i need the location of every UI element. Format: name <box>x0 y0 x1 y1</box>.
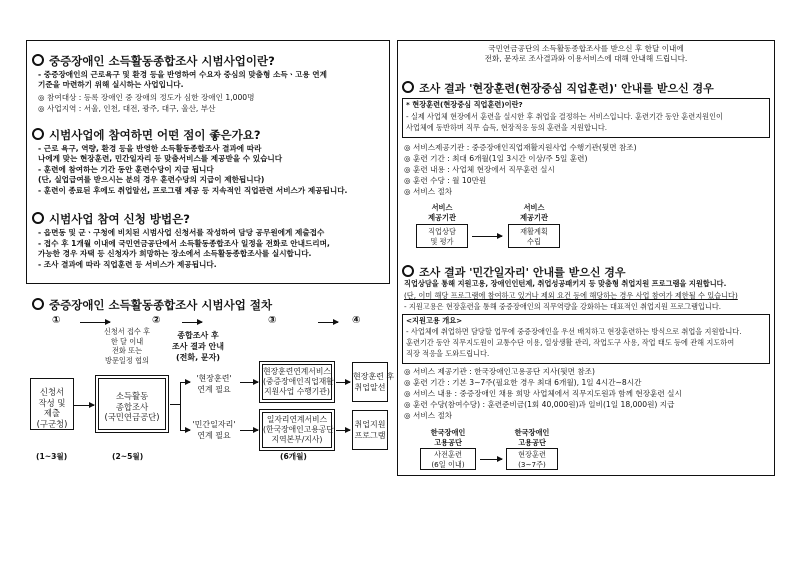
circle-bullet-icon <box>402 265 414 277</box>
flow-head-line: 서비스 <box>523 203 545 212</box>
step-arrow <box>318 322 338 323</box>
box-line: (구군청) <box>36 418 68 429</box>
top-note-line: 국민연금공단의 소득활동종합조사를 받으신 후 한달 이내에 <box>488 44 684 53</box>
box-line: 신청서 <box>39 387 65 397</box>
secB-intro-restriction: (단, 이미 해당 프로그램에 참여하고 있거나 제외 요건 등에 해당하는 경우 사업 참여가 제한될 수 있습니다) <box>404 291 738 300</box>
label-private-job-needed <box>188 420 240 441</box>
flow-head-line: 고용공단 <box>518 437 546 447</box>
step-arrow <box>80 322 110 323</box>
flow-arrow <box>240 430 258 431</box>
flow-box-rehab-plan <box>508 224 560 248</box>
step-box-job-placement <box>352 362 395 402</box>
step-box-survey <box>98 378 166 430</box>
secA-line: ◎ 훈련 내용 : 사업체 현장에서 직무훈련 실시 <box>404 165 555 174</box>
flow-head-line: 제공기관 <box>428 212 456 222</box>
circle-bullet-icon <box>32 298 44 310</box>
section-title-how-to-apply <box>32 211 190 227</box>
box-line: 현장훈련연계서비스 <box>263 367 331 376</box>
flow-box-field-training <box>506 448 558 470</box>
section-title-text: 시범사업에 참여하면 어떤 점이 좋은가요? <box>49 128 261 142</box>
mid-line: '현장훈련' <box>196 374 232 383</box>
circle-bullet-icon <box>402 81 414 93</box>
box-line: 현장훈련 후 <box>353 372 395 381</box>
flow-head-line: 제공기관 <box>520 212 548 222</box>
step-number-4: ④ <box>352 315 361 326</box>
flow-box-line: 사전훈련 <box>434 450 462 459</box>
box-line: 프로그램 <box>354 431 386 440</box>
sec1-line: ◎ 참여대상 : 등록 장애인 중 장애의 정도가 심한 장애인 1,000명 <box>38 93 255 102</box>
supported-box-line: - 사업체에 취업하면 담당할 업무에 중증장애인을 우선 배치하고 현장훈련하는 방식으로 취업을 지원합니다. <box>406 327 742 336</box>
flow-arrow <box>336 382 350 383</box>
box-line: 일자리연계서비스 <box>266 415 328 424</box>
step-box-employment-program <box>352 410 388 450</box>
flow-arrow <box>74 405 94 406</box>
definition-box-title: * 현장훈련(현장중심 직업훈련)이란? <box>406 100 523 109</box>
secB-line: ◎ 훈련 수당(참여수당) : 훈련준비금(1회 40,000원)과 일비(1일 18,000원) 지급 <box>404 400 675 409</box>
box-line: 종합조사 <box>115 401 149 412</box>
note-result-guide <box>162 330 234 363</box>
section-title-field-training <box>402 80 714 96</box>
flow-box-counseling <box>416 224 468 248</box>
flow-head-line: 고용공단 <box>434 437 462 447</box>
note-line: 전화 또는 <box>111 346 143 356</box>
secB-intro: - 지원고용은 현장훈련을 통해 중증장애인의 직무역량을 강화하는 대표적인 취업지원 프로그램입니다. <box>404 302 722 311</box>
definition-box-line: - 실제 사업체 현장에서 훈련을 실시한 후 취업을 결정하는 서비스입니다. 훈련기간 동안 훈련지원인이 <box>406 112 723 121</box>
step-box-field-training-service <box>262 364 332 400</box>
circle-bullet-icon <box>32 128 44 140</box>
duration-step2: (2~5월) <box>112 452 144 461</box>
box-line: 취업지원 <box>354 420 386 429</box>
sec2-line: - 훈련이 종료된 후에도 취업알선, 프로그램 제공 등 지속적인 직업관련 서비스가 제공됩니다. <box>38 186 348 195</box>
step-number-3: ③ <box>268 315 277 326</box>
sec2-line: (단, 실업급여를 받으시는 분의 경우 훈련수당의 지급이 제한됩니다) <box>38 175 265 184</box>
flow-box-line: 현장훈련 <box>518 450 546 459</box>
box-line: (중증장애인직업재활 <box>263 377 334 386</box>
sec3-line: - 조사 결과에 따라 직업훈련 등 서비스가 제공됩니다. <box>38 260 217 269</box>
section-title-text: 중증장애인 소득활동종합조사 시범사업 절차 <box>49 298 273 312</box>
step-box-job-linkage-service <box>262 412 332 448</box>
flow-head-line: 서비스 <box>431 203 453 212</box>
box-line: 취업알선 <box>354 383 386 392</box>
label-field-training-needed <box>188 374 240 395</box>
flow-box-line: 및 평가 <box>430 236 454 246</box>
supported-box-line: 직장 적응을 도와드립니다. <box>406 349 490 358</box>
flow-head-line: 한국장애인 <box>514 428 550 437</box>
flow-box-line: 직업상담 <box>428 227 456 236</box>
sec1-line: ◎ 사업지역 : 서울, 인천, 대전, 광주, 대구, 울산, 부산 <box>38 104 216 113</box>
box-line: (국민연금공단) <box>104 412 160 422</box>
flow-arrow <box>472 236 502 237</box>
step-number-1: ① <box>52 315 61 326</box>
step-box-application <box>30 378 74 430</box>
note-line: 조사 결과 안내 <box>172 342 224 351</box>
flow-arrow <box>336 430 350 431</box>
duration-step1: (1~3월) <box>36 452 68 461</box>
circle-bullet-icon <box>32 54 44 66</box>
note-line: 한 달 이내 <box>110 336 144 346</box>
secA-line: ◎ 서비스 절차 <box>404 187 453 196</box>
secB-line: ◎ 훈련 기간 : 기본 3~7주(필요한 경우 최대 6개월), 1일 4시간~8시간 <box>404 378 642 387</box>
note-line: 신청서 접수 후 <box>103 327 151 336</box>
connector-line <box>180 382 181 430</box>
flow-box-line: 수립 <box>527 236 541 246</box>
note-line: 종합조사 후 <box>177 331 219 340</box>
definition-box-line: 사업체에 동반하며 직무 습득, 현장적응 등의 훈련을 지원합니다. <box>406 123 608 132</box>
step-arrow <box>182 322 202 323</box>
flow-box-line: 재활계획 <box>520 227 548 236</box>
flow-head-kead <box>500 428 564 447</box>
box-line: 작성 및 <box>38 397 66 408</box>
flow-arrow <box>480 459 502 460</box>
secA-line: ◎ 훈련 기간 : 최대 6개월(1일 3시간 이상/주 5일 훈련) <box>404 154 588 163</box>
section-title-text: 조사 결과 '현장훈련(현장중심 직업훈련)' 안내를 받으신 경우 <box>419 82 714 95</box>
secA-line: ◎ 서비스제공기관 : 중증장애인직업재활지원사업 수행기관(뒷면 참조) <box>404 143 637 152</box>
mid-line: 연계 필요 <box>197 430 231 440</box>
note-line: 방문일정 협의 <box>105 355 149 365</box>
section-title-text: 중증장애인 소득활동종합조사 시범사업이란? <box>49 54 275 68</box>
box-line: 제출 <box>43 408 61 418</box>
sec3-line: - 읍면동 및 군ㆍ구청에 비치된 시범사업 신청서를 작성하여 담당 공무원에게 제출접수 <box>38 228 325 237</box>
flow-head-provider <box>414 203 470 222</box>
flow-head-line: 한국장애인 <box>430 428 466 437</box>
section-title-private-job <box>402 264 626 280</box>
secB-line: ◎ 서비스 내용 : 중증장애인 채용 희망 사업체에서 직무지도원과 함께 현장훈련 실시 <box>404 389 682 398</box>
supported-box-line: 훈련기간 동안 직무지도원이 교통수단 이용, 일상생활 관리, 작업도구 사용, 작업 태도 등에 관해 지도하여 <box>406 338 735 347</box>
section-title-benefits <box>32 127 261 143</box>
section-title-what-is <box>32 53 275 69</box>
section-title-text: 시범사업 참여 신청 방법은? <box>49 212 190 226</box>
connector-line <box>170 404 180 405</box>
top-note <box>400 44 772 64</box>
box-line: (한국장애인고용공단 <box>263 425 334 434</box>
box-line: 지원사업 수행기관) <box>264 387 330 396</box>
note-line: (전화, 문자) <box>175 353 221 362</box>
flow-box-line: (3~7주) <box>518 459 546 469</box>
supported-box-title: <지원고용 개요> <box>406 316 463 325</box>
note-contact-schedule <box>92 327 162 365</box>
duration-step3: (6개월) <box>280 452 307 461</box>
sec2-line: 나에게 맞는 현장훈련, 민간일자리 등 맞춤서비스를 제공받을 수 있습니다 <box>38 154 283 163</box>
box-line: 소득활동 <box>115 391 149 401</box>
sec1-line: 기준을 마련하기 위해 실시하는 사업입니다. <box>38 80 184 89</box>
sec2-line: - 근로 욕구, 역량, 환경 등을 반영한 소득활동종합조사 결과에 따라 <box>38 144 262 153</box>
box-line: 지역본부/지사) <box>271 435 323 444</box>
flow-box-pre-training <box>420 448 476 470</box>
sec3-line: - 접수 후 1개월 이내에 국민연금공단에서 소득활동종합조사 일정을 전화로 안내드리며, <box>38 239 330 248</box>
section-title-procedure <box>32 297 272 313</box>
flow-arrow <box>240 382 258 383</box>
sec2-line: - 훈련에 참여하는 기간 동안 훈련수당이 지급 됩니다 <box>38 165 214 174</box>
top-note-line: 전화, 문자로 조사결과와 이용서비스에 대해 안내해 드립니다. <box>484 54 688 63</box>
secB-intro: 직업상담을 통해 지원고용, 장애인인턴제, 취업성공패키지 등 맞춤형 취업지원 프로그램을 지원합니다. <box>404 279 727 288</box>
secA-line: ◎ 훈련 수당 : 월 10만원 <box>404 176 487 185</box>
flow-head-provider <box>506 203 562 222</box>
mid-line: '민간일자리' <box>192 420 236 429</box>
section-title-text: 조사 결과 '민간일자리' 안내를 받으신 경우 <box>419 266 626 279</box>
mid-line: 연계 필요 <box>197 384 231 394</box>
sec3-line: 가능한 경우 자택 등 신청자가 희망하는 장소에서 소득활동종합조사를 실시합니다. <box>38 249 312 258</box>
flow-box-line: (6일 이내) <box>431 459 465 469</box>
sec1-line: - 중증장애인의 근로욕구 및 환경 등을 반영하여 수요자 중심의 맞춤형 소득ㆍ고용 연계 <box>38 70 327 79</box>
step-number-2: ② <box>152 315 161 326</box>
secB-line: ◎ 서비스 제공기관 : 한국장애인고용공단 지사(뒷면 참조) <box>404 367 595 376</box>
secB-line: ◎ 서비스 절차 <box>404 411 453 420</box>
circle-bullet-icon <box>32 212 44 224</box>
flow-head-kead <box>416 428 480 447</box>
